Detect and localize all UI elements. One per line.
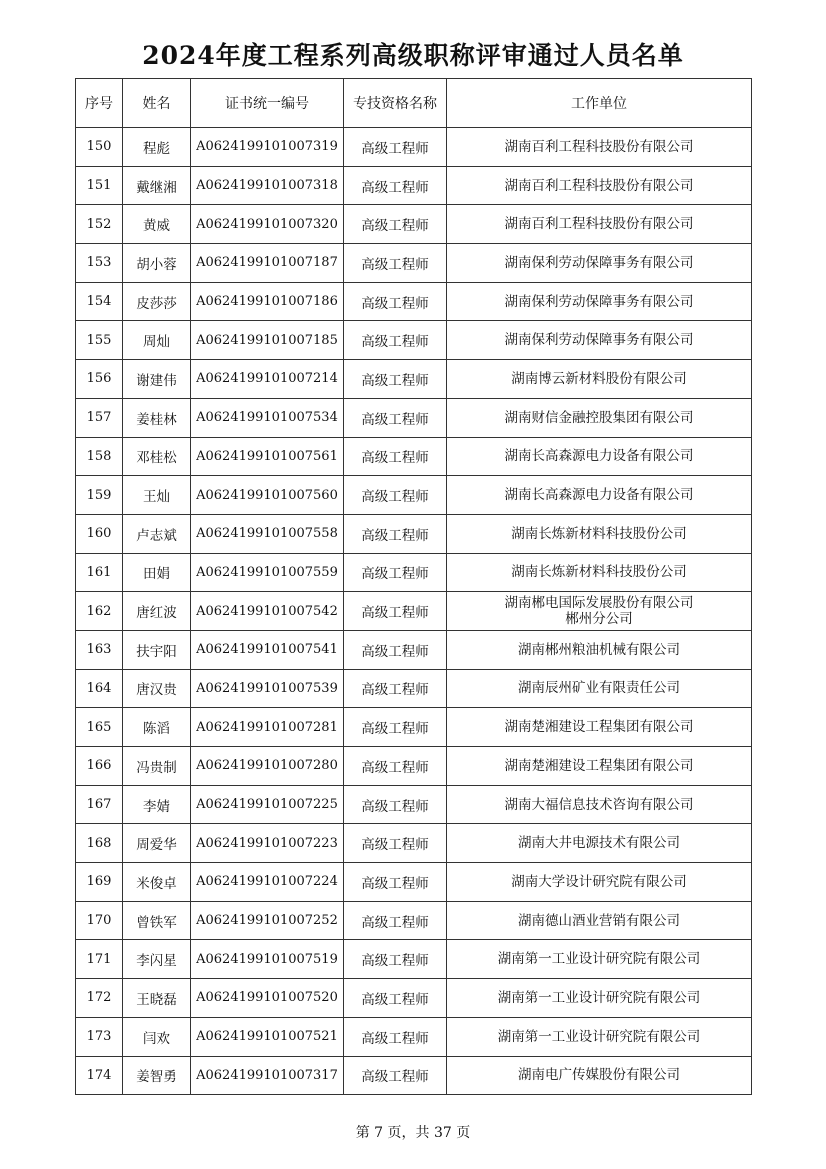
qualification-cell: 高级工程师 bbox=[344, 282, 447, 321]
name-cell: 闫欢 bbox=[123, 1017, 191, 1056]
table-row bbox=[76, 321, 752, 360]
name-cell: 王灿 bbox=[123, 476, 191, 515]
work-unit-text: 湖南第一工业设计研究院有限公司 bbox=[497, 1028, 701, 1045]
work-unit-cell bbox=[447, 205, 752, 244]
work-unit-cell bbox=[447, 166, 752, 205]
name-cell: 曾铁军 bbox=[123, 901, 191, 940]
work-unit-text: 湖南楚湘建设工程集团有限公司 bbox=[504, 719, 694, 736]
qualification-cell: 高级工程师 bbox=[344, 785, 447, 824]
table-body bbox=[76, 128, 752, 1095]
serial-cell: 151 bbox=[76, 166, 123, 205]
certificate-number-cell: A0624199101007539 bbox=[191, 669, 344, 708]
qualification-cell: 高级工程师 bbox=[344, 128, 447, 167]
serial-cell: 157 bbox=[76, 398, 123, 437]
certificate-number-cell: A0624199101007318 bbox=[191, 166, 344, 205]
work-unit-cell bbox=[447, 128, 752, 167]
page-title: 2024年度工程系列高级职称评审通过人员名单 bbox=[142, 41, 684, 70]
work-unit-text: 湖南郴电国际发展股份有限公司 bbox=[504, 595, 694, 612]
qualification-cell: 高级工程师 bbox=[344, 476, 447, 515]
table-row bbox=[76, 128, 752, 167]
qualification-cell: 高级工程师 bbox=[344, 553, 447, 592]
certificate-number-cell: A0624199101007560 bbox=[191, 476, 344, 515]
work-unit-text: 湖南长高森源电力设备有限公司 bbox=[504, 448, 694, 465]
name-cell: 姜智勇 bbox=[123, 1056, 191, 1095]
work-unit-cell bbox=[447, 1056, 752, 1095]
qualification-cell: 高级工程师 bbox=[344, 244, 447, 283]
qualification-cell: 高级工程师 bbox=[344, 747, 447, 786]
serial-cell: 150 bbox=[76, 128, 123, 167]
qualification-cell: 高级工程师 bbox=[344, 592, 447, 631]
work-unit-cell bbox=[447, 437, 752, 476]
certificate-number-cell: A0624199101007280 bbox=[191, 747, 344, 786]
table-row bbox=[76, 785, 752, 824]
work-unit-cell bbox=[447, 398, 752, 437]
qualification-cell: 高级工程师 bbox=[344, 824, 447, 863]
name-cell: 扶宇阳 bbox=[123, 630, 191, 669]
certificate-number-cell: A0624199101007214 bbox=[191, 360, 344, 399]
certificate-number-cell: A0624199101007223 bbox=[191, 824, 344, 863]
table-row bbox=[76, 940, 752, 979]
certificate-number-cell: A0624199101007185 bbox=[191, 321, 344, 360]
qualification-cell: 高级工程师 bbox=[344, 205, 447, 244]
work-unit-text: 湖南大井电源技术有限公司 bbox=[518, 835, 680, 852]
work-unit-text: 湖南长高森源电力设备有限公司 bbox=[504, 487, 694, 504]
name-cell: 戴继湘 bbox=[123, 166, 191, 205]
table-row bbox=[76, 244, 752, 283]
work-unit-cell bbox=[447, 901, 752, 940]
work-unit-text: 湖南百利工程科技股份有限公司 bbox=[504, 138, 694, 155]
work-unit-text: 湖南博云新材料股份有限公司 bbox=[511, 370, 687, 387]
name-cell: 李闪星 bbox=[123, 940, 191, 979]
table-row bbox=[76, 553, 752, 592]
serial-cell: 170 bbox=[76, 901, 123, 940]
table-row bbox=[76, 901, 752, 940]
work-unit-cell bbox=[447, 785, 752, 824]
certificate-number-cell: A0624199101007559 bbox=[191, 553, 344, 592]
table-row bbox=[76, 747, 752, 786]
name-cell: 米俊卓 bbox=[123, 863, 191, 902]
serial-cell: 159 bbox=[76, 476, 123, 515]
name-cell: 陈滔 bbox=[123, 708, 191, 747]
work-unit-cell bbox=[447, 282, 752, 321]
name-cell: 唐汉贵 bbox=[123, 669, 191, 708]
work-unit-cell bbox=[447, 514, 752, 553]
work-unit-cell bbox=[447, 630, 752, 669]
qualification-cell: 高级工程师 bbox=[344, 669, 447, 708]
table-row bbox=[76, 205, 752, 244]
qualification-cell: 高级工程师 bbox=[344, 1017, 447, 1056]
name-cell: 程彪 bbox=[123, 128, 191, 167]
certificate-number-cell: A0624199101007534 bbox=[191, 398, 344, 437]
certificate-number-cell: A0624199101007320 bbox=[191, 205, 344, 244]
personnel-table bbox=[75, 78, 752, 1095]
qualification-cell: 高级工程师 bbox=[344, 901, 447, 940]
serial-cell: 158 bbox=[76, 437, 123, 476]
work-unit-cell bbox=[447, 360, 752, 399]
serial-cell: 155 bbox=[76, 321, 123, 360]
serial-cell: 160 bbox=[76, 514, 123, 553]
header-name: 姓名 bbox=[123, 79, 191, 128]
qualification-cell: 高级工程师 bbox=[344, 437, 447, 476]
name-cell: 田娟 bbox=[123, 553, 191, 592]
work-unit-text: 湖南长炼新材料科技股份公司 bbox=[511, 525, 687, 542]
table-row bbox=[76, 824, 752, 863]
table-row bbox=[76, 282, 752, 321]
table-row bbox=[76, 592, 752, 631]
certificate-number-cell: A0624199101007186 bbox=[191, 282, 344, 321]
qualification-cell: 高级工程师 bbox=[344, 708, 447, 747]
work-unit-text: 湖南百利工程科技股份有限公司 bbox=[504, 177, 694, 194]
work-unit-cell bbox=[447, 979, 752, 1018]
name-cell: 周爱华 bbox=[123, 824, 191, 863]
work-unit-cell bbox=[447, 244, 752, 283]
header-qualification: 专技资格名称 bbox=[344, 79, 447, 128]
work-unit-text: 湖南电广传媒股份有限公司 bbox=[518, 1067, 680, 1084]
work-unit-cell bbox=[447, 747, 752, 786]
certificate-number-cell: A0624199101007252 bbox=[191, 901, 344, 940]
table-row bbox=[76, 979, 752, 1018]
serial-cell: 168 bbox=[76, 824, 123, 863]
table-header-row bbox=[76, 79, 752, 128]
serial-cell: 156 bbox=[76, 360, 123, 399]
table-row bbox=[76, 166, 752, 205]
qualification-cell: 高级工程师 bbox=[344, 1056, 447, 1095]
work-unit-cell bbox=[447, 669, 752, 708]
work-unit-cell bbox=[447, 553, 752, 592]
table-row bbox=[76, 708, 752, 747]
serial-cell: 172 bbox=[76, 979, 123, 1018]
qualification-cell: 高级工程师 bbox=[344, 321, 447, 360]
serial-cell: 165 bbox=[76, 708, 123, 747]
serial-cell: 161 bbox=[76, 553, 123, 592]
qualification-cell: 高级工程师 bbox=[344, 863, 447, 902]
name-cell: 胡小蓉 bbox=[123, 244, 191, 283]
serial-cell: 154 bbox=[76, 282, 123, 321]
name-cell: 李婧 bbox=[123, 785, 191, 824]
serial-cell: 169 bbox=[76, 863, 123, 902]
name-cell: 邓桂松 bbox=[123, 437, 191, 476]
work-unit-cell bbox=[447, 940, 752, 979]
header-work-unit: 工作单位 bbox=[447, 79, 752, 128]
work-unit-text: 湖南郴州粮油机械有限公司 bbox=[518, 641, 680, 658]
certificate-number-cell: A0624199101007224 bbox=[191, 863, 344, 902]
header-certificate-number: 证书统一编号 bbox=[191, 79, 344, 128]
work-unit-text: 湖南财信金融控股集团有限公司 bbox=[504, 409, 694, 426]
work-unit-text: 湖南保利劳动保障事务有限公司 bbox=[504, 254, 694, 271]
page-footer: 第 7 页，共 37 页 bbox=[355, 1125, 471, 1141]
table-row bbox=[76, 630, 752, 669]
work-unit-text: 湖南大学设计研究院有限公司 bbox=[511, 873, 687, 890]
name-cell: 谢建伟 bbox=[123, 360, 191, 399]
work-unit-text: 湖南大福信息技术咨询有限公司 bbox=[504, 796, 694, 813]
certificate-number-cell: A0624199101007541 bbox=[191, 630, 344, 669]
qualification-cell: 高级工程师 bbox=[344, 979, 447, 1018]
name-cell: 王晓磊 bbox=[123, 979, 191, 1018]
table-row bbox=[76, 476, 752, 515]
work-unit-text: 湖南第一工业设计研究院有限公司 bbox=[497, 989, 701, 1006]
work-unit-cell bbox=[447, 1017, 752, 1056]
name-cell: 周灿 bbox=[123, 321, 191, 360]
certificate-number-cell: A0624199101007520 bbox=[191, 979, 344, 1018]
work-unit-text-line2: 郴州分公司 bbox=[565, 611, 633, 628]
work-unit-text: 湖南保利劳动保障事务有限公司 bbox=[504, 332, 694, 349]
work-unit-cell bbox=[447, 321, 752, 360]
work-unit-cell bbox=[447, 592, 752, 631]
qualification-cell: 高级工程师 bbox=[344, 398, 447, 437]
qualification-cell: 高级工程师 bbox=[344, 360, 447, 399]
serial-cell: 153 bbox=[76, 244, 123, 283]
work-unit-text: 湖南长炼新材料科技股份公司 bbox=[511, 564, 687, 581]
header-serial: 序号 bbox=[76, 79, 123, 128]
work-unit-cell bbox=[447, 476, 752, 515]
table-row bbox=[76, 360, 752, 399]
certificate-number-cell: A0624199101007558 bbox=[191, 514, 344, 553]
work-unit-cell bbox=[447, 863, 752, 902]
serial-cell: 174 bbox=[76, 1056, 123, 1095]
table-row bbox=[76, 514, 752, 553]
work-unit-cell bbox=[447, 708, 752, 747]
work-unit-text: 湖南第一工业设计研究院有限公司 bbox=[497, 951, 701, 968]
work-unit-text: 湖南保利劳动保障事务有限公司 bbox=[504, 293, 694, 310]
table-row bbox=[76, 398, 752, 437]
qualification-cell: 高级工程师 bbox=[344, 514, 447, 553]
serial-cell: 166 bbox=[76, 747, 123, 786]
certificate-number-cell: A0624199101007542 bbox=[191, 592, 344, 631]
certificate-number-cell: A0624199101007281 bbox=[191, 708, 344, 747]
table-row bbox=[76, 669, 752, 708]
table-row bbox=[76, 437, 752, 476]
table-row bbox=[76, 1056, 752, 1095]
serial-cell: 171 bbox=[76, 940, 123, 979]
work-unit-text: 湖南辰州矿业有限责任公司 bbox=[518, 680, 680, 697]
name-cell: 姜桂林 bbox=[123, 398, 191, 437]
qualification-cell: 高级工程师 bbox=[344, 940, 447, 979]
serial-cell: 162 bbox=[76, 592, 123, 631]
certificate-number-cell: A0624199101007187 bbox=[191, 244, 344, 283]
name-cell: 卢志斌 bbox=[123, 514, 191, 553]
serial-cell: 173 bbox=[76, 1017, 123, 1056]
certificate-number-cell: A0624199101007319 bbox=[191, 128, 344, 167]
work-unit-text: 湖南德山酒业营销有限公司 bbox=[518, 912, 680, 929]
serial-cell: 152 bbox=[76, 205, 123, 244]
certificate-number-cell: A0624199101007561 bbox=[191, 437, 344, 476]
qualification-cell: 高级工程师 bbox=[344, 166, 447, 205]
name-cell: 黄威 bbox=[123, 205, 191, 244]
table-row bbox=[76, 1017, 752, 1056]
certificate-number-cell: A0624199101007225 bbox=[191, 785, 344, 824]
serial-cell: 164 bbox=[76, 669, 123, 708]
table-row bbox=[76, 863, 752, 902]
name-cell: 唐红波 bbox=[123, 592, 191, 631]
work-unit-cell bbox=[447, 824, 752, 863]
qualification-cell: 高级工程师 bbox=[344, 630, 447, 669]
name-cell: 冯贵制 bbox=[123, 747, 191, 786]
certificate-number-cell: A0624199101007521 bbox=[191, 1017, 344, 1056]
name-cell: 皮莎莎 bbox=[123, 282, 191, 321]
work-unit-text: 湖南百利工程科技股份有限公司 bbox=[504, 216, 694, 233]
certificate-number-cell: A0624199101007317 bbox=[191, 1056, 344, 1095]
certificate-number-cell: A0624199101007519 bbox=[191, 940, 344, 979]
serial-cell: 163 bbox=[76, 630, 123, 669]
work-unit-text: 湖南楚湘建设工程集团有限公司 bbox=[504, 757, 694, 774]
serial-cell: 167 bbox=[76, 785, 123, 824]
